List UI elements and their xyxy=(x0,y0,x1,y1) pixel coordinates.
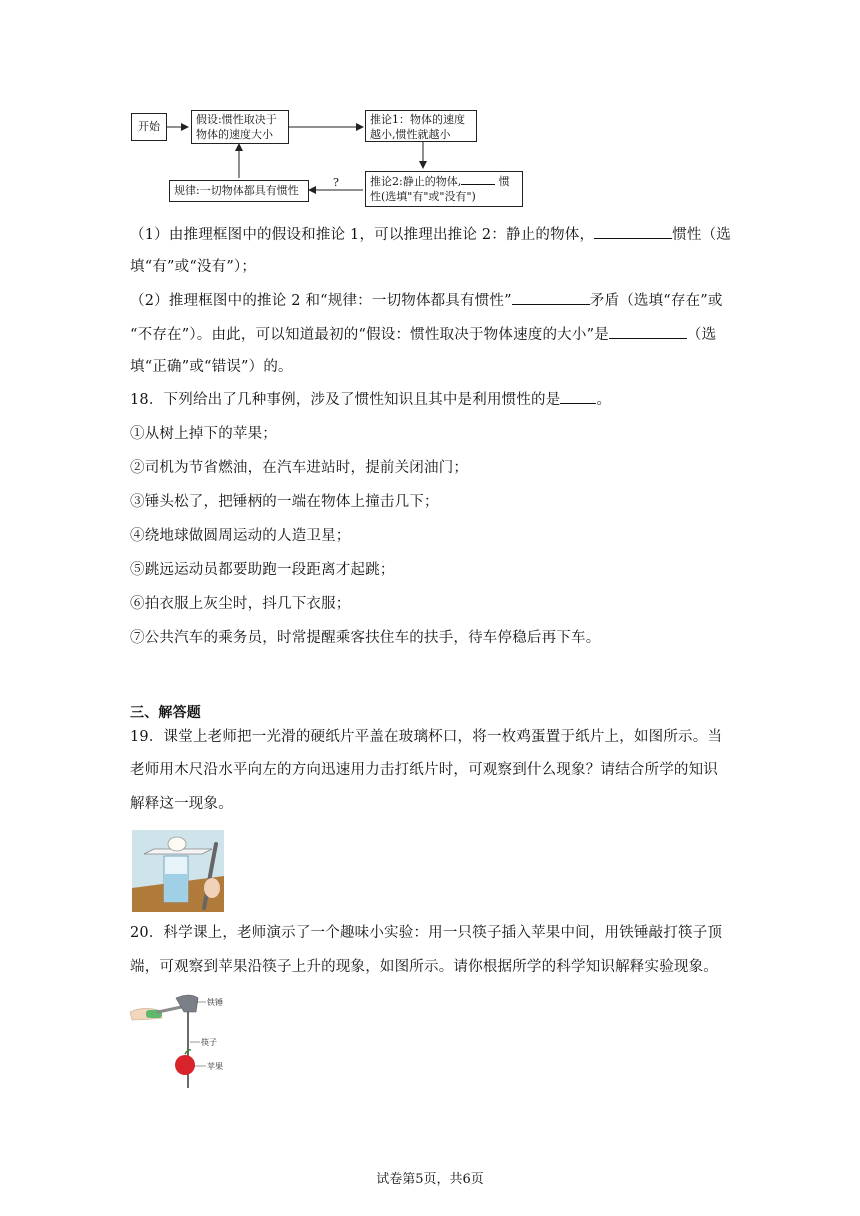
egg-icon xyxy=(168,837,186,851)
q18-item: ⑥拍衣服上灰尘时，抖几下衣服； xyxy=(130,596,351,612)
inference2-blank xyxy=(461,173,495,185)
start-label: 开始 xyxy=(138,120,160,133)
hypothesis-line-1: 假设:惯性取决于 xyxy=(196,113,277,126)
inference1-line-1: 推论1：物体的速度 xyxy=(370,113,465,126)
inference2-line-2: 性(选填"有"或"没有") xyxy=(370,190,476,203)
hammer-apple-figure xyxy=(128,992,228,1092)
q17-part2-blank-1 xyxy=(512,290,590,305)
q17-part2-text-b: 矛盾（选填“存在”或 xyxy=(589,293,723,309)
section-title: 三、解答题 xyxy=(130,705,201,721)
inference1-line-2: 越小,惯性就越小 xyxy=(370,128,451,141)
q18-item: ②司机为节省燃油，在汽车进站时，提前关闭油门； xyxy=(130,460,469,476)
reasoning-flowchart xyxy=(125,100,545,215)
q18-item: ③锤头松了，把锤柄的一端在物体上撞击几下； xyxy=(130,494,439,510)
q17-part1-text-b: 惯性（选 xyxy=(672,227,732,243)
label-chopstick: 筷子 xyxy=(201,1038,217,1047)
q20-line1: 20．科学课上，老师演示了一个趣味小实验：用一只筷子插入苹果中间，用铁锤敲打筷子顶 xyxy=(130,925,723,941)
q17-part2-line1 xyxy=(130,290,736,312)
label-apple: 苹果 xyxy=(207,1062,223,1071)
law-label: 规律:一切物体都具有惯性 xyxy=(174,184,299,197)
q18-item: ①从树上掉下的苹果； xyxy=(130,426,277,442)
q19-line3: 解释这一现象。 xyxy=(130,796,233,812)
q18-stem-end: 。 xyxy=(596,392,612,408)
label-hammer: 铁锤 xyxy=(207,998,223,1007)
q17-part1-line1 xyxy=(130,224,736,246)
q19-line1: 19．课堂上老师把一光滑的硬纸片平盖在玻璃杯口，将一枚鸡蛋置于纸片上，如图所示。当 xyxy=(130,729,723,745)
q18-stem xyxy=(130,389,736,411)
flowchart-law xyxy=(169,180,309,202)
q18-item: ⑦公共汽车的乘务员，时常提醒乘客扶住车的扶手，待车停稳后再下车。 xyxy=(130,630,601,646)
q17-part2-text-c: “不存在”）。由此，可以知道最初的“假设：惯性取决于物体速度的大小”是 xyxy=(130,327,609,343)
q17-part2-blank-2 xyxy=(609,324,687,339)
q17-part2-text-d: （选 xyxy=(686,327,717,343)
page-footer: 试卷第5页，共6页 xyxy=(376,1172,484,1187)
q18-blank xyxy=(560,389,596,404)
q17-part1-blank xyxy=(594,224,672,239)
apple-icon xyxy=(175,1055,195,1075)
q17-part2-line3: 填“正确”或“错误”）的。 xyxy=(130,359,293,375)
q18-stem-text: 18．下列给出了几种事例，涉及了惯性知识且其中是利用惯性的是 xyxy=(130,392,561,408)
q19-line2: 老师用木尺沿水平向左的方向迅速用力击打纸片时，可观察到什么现象？请结合所学的知识 xyxy=(130,762,718,778)
hammer-head-icon xyxy=(176,995,198,1012)
hand-icon xyxy=(204,878,220,898)
inference2-line-1b: 惯 xyxy=(498,175,510,188)
flowchart-inference-2 xyxy=(365,171,523,207)
egg-glass-figure xyxy=(132,830,224,912)
inference2-line-1a: 推论2:静止的物体, xyxy=(370,175,462,188)
flowchart-inference-1 xyxy=(365,110,477,142)
hypothesis-line-2: 物体的速度大小 xyxy=(196,128,273,141)
flowchart-hypothesis xyxy=(191,110,289,144)
water-in-glass xyxy=(165,874,187,901)
q18-item: ⑤跳远运动员都要助跑一段距离才起跳； xyxy=(130,562,395,578)
q17-part2-text-a: （2）推理框图中的推论 2 和“规律：一切物体都具有惯性” xyxy=(130,293,512,309)
q17-part1-line2: 填“有”或“没有”）； xyxy=(130,259,257,275)
q17-part2-line2 xyxy=(130,324,736,346)
q18-item: ④绕地球做圆周运动的人造卫星； xyxy=(130,528,351,544)
question-mark-label: ? xyxy=(333,176,339,189)
flowchart-start xyxy=(131,113,167,141)
q20-line2: 端，可观察到苹果沿筷子上升的现象，如图所示。请你根据所学的科学知识解释实验现象。 xyxy=(130,959,718,975)
q17-part1-text-a: （1）由推理框图中的假设和推论 1，可以推理出推论 2：静止的物体， xyxy=(130,227,595,243)
